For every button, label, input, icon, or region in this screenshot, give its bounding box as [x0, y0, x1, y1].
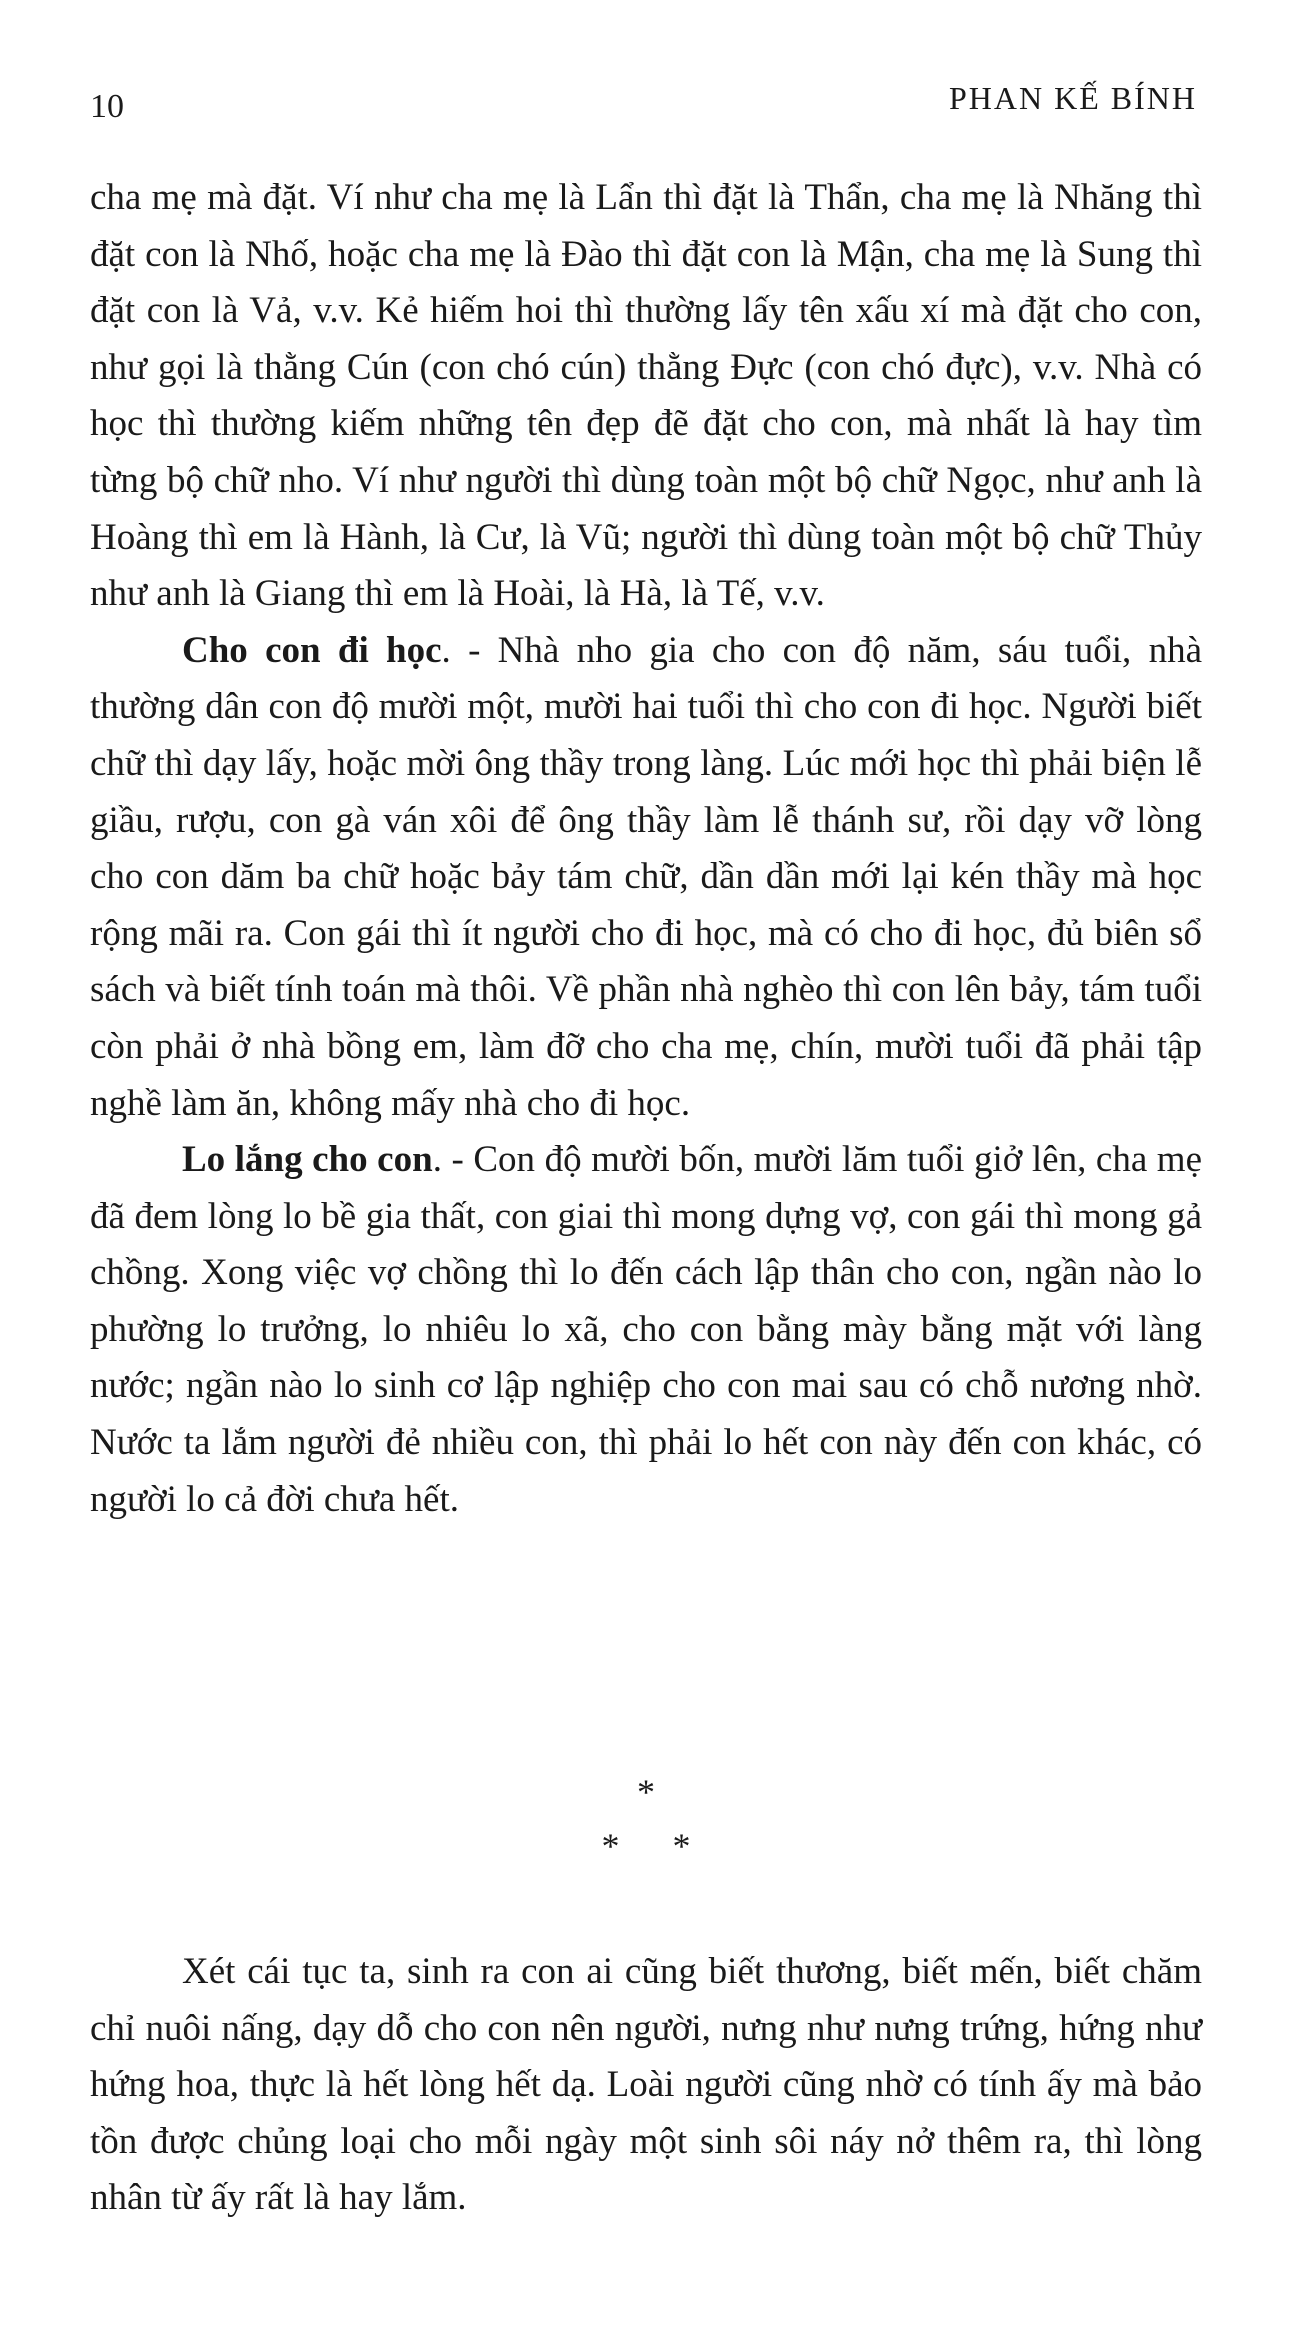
paragraph-worry-text: . - Con độ mười bốn, mười lăm tuổi giở lên, cha mẹ đã đem lòng lo bề gia thất, con giai thì mong dựng vợ, con gái thì mong gả chồng. Xong việc vợ chồng thì lo đến cách lập thân cho con, ngần nào lo phường lo trưởng, lo nhiêu lo xã, cho con bằng mày bằng mặt với làng nước; ngần nào lo sinh cơ lập nghiệp cho con mai sau có chỗ nương nhờ. Nước ta lắm người đẻ nhiều con, thì phải lo hết con này đến con khác, có người lo cả đời chưa hết. — [90, 1139, 1202, 1520]
separator-asterisk-top: * — [637, 1772, 655, 1812]
paragraph-naming-customs: cha mẹ mà đặt. Ví như cha mẹ là Lẩn thì đặt là Thẩn, cha mẹ là Nhăng thì đặt con là Nhố, hoặc cha mẹ là Đào thì đặt con là Mận, cha mẹ là Sung thì đặt con là Vả, v.v. Kẻ hiếm hoi thì thường lấy tên xấu xí mà đặt cho con, như gọi là thằng Cún (con chó cún) thằng Đực (con chó đực), v.v. Nhà có học thì thường kiếm những tên đẹp đẽ đặt cho con, mà nhất là hay tìm từng bộ chữ nho. Ví như người thì dùng toàn một bộ chữ Ngọc, như anh là Hoàng thì em là Hành, là Cư, là Vũ; người thì dùng toàn một bộ chữ Thủy như anh là Giang thì em là Hoài, là Hà, là Tế, v.v. — [90, 177, 1202, 615]
heading-worry: Lo lắng cho con — [182, 1139, 433, 1181]
section-separator — [0, 1765, 1292, 1873]
paragraph-schooling — [90, 623, 1202, 1132]
body-text — [90, 170, 1202, 1528]
paragraph-worry — [90, 1132, 1202, 1528]
running-head: PHAN KẾ BÍNH — [949, 80, 1197, 116]
closing-text — [90, 1944, 1202, 2227]
heading-schooling: Cho con đi học — [182, 629, 442, 671]
paragraph-schooling-text: . - Nhà nho gia cho con độ năm, sáu tuổi, nhà thường dân con độ mười một, mười hai tuổi thì cho con đi học. Người biết chữ thì dạy lấy, hoặc mời ông thầy trong làng. Lúc mới học thì phải biện lễ giầu, rượu, con gà ván xôi để ông thầy làm lễ thánh sư, rồi dạy vỡ lòng cho con dăm ba chữ hoặc bảy tám chữ, dần dần mới lại kén thầy mà học rộng mãi ra. Con gái thì ít người cho đi học, mà có cho đi học, đủ biên sổ sách và biết tính toán mà thôi. Về phần nhà nghèo thì con lên bảy, tám tuổi còn phải ở nhà bồng em, làm đỡ cho cha mẹ, chín, mười tuổi đã phải tập nghề làm ăn, không mấy nhà cho đi học. — [90, 629, 1202, 1124]
separator-asterisks-bottom: * * — [601, 1826, 691, 1866]
paragraph-reflection: Xét cái tục ta, sinh ra con ai cũng biết thương, biết mến, biết chăm chỉ nuôi nấng, dạy dỗ cho con nên người, nưng như nưng trứng, hứng như hứng hoa, thực là hết lòng hết dạ. Loài người cũng nhờ có tính ấy mà bảo tồn được chủng loại cho mỗi ngày một sinh sôi náy nở thêm ra, thì lòng nhân từ ấy rất là hay lắm. — [90, 1951, 1202, 2219]
page-number: 10 — [90, 88, 124, 125]
